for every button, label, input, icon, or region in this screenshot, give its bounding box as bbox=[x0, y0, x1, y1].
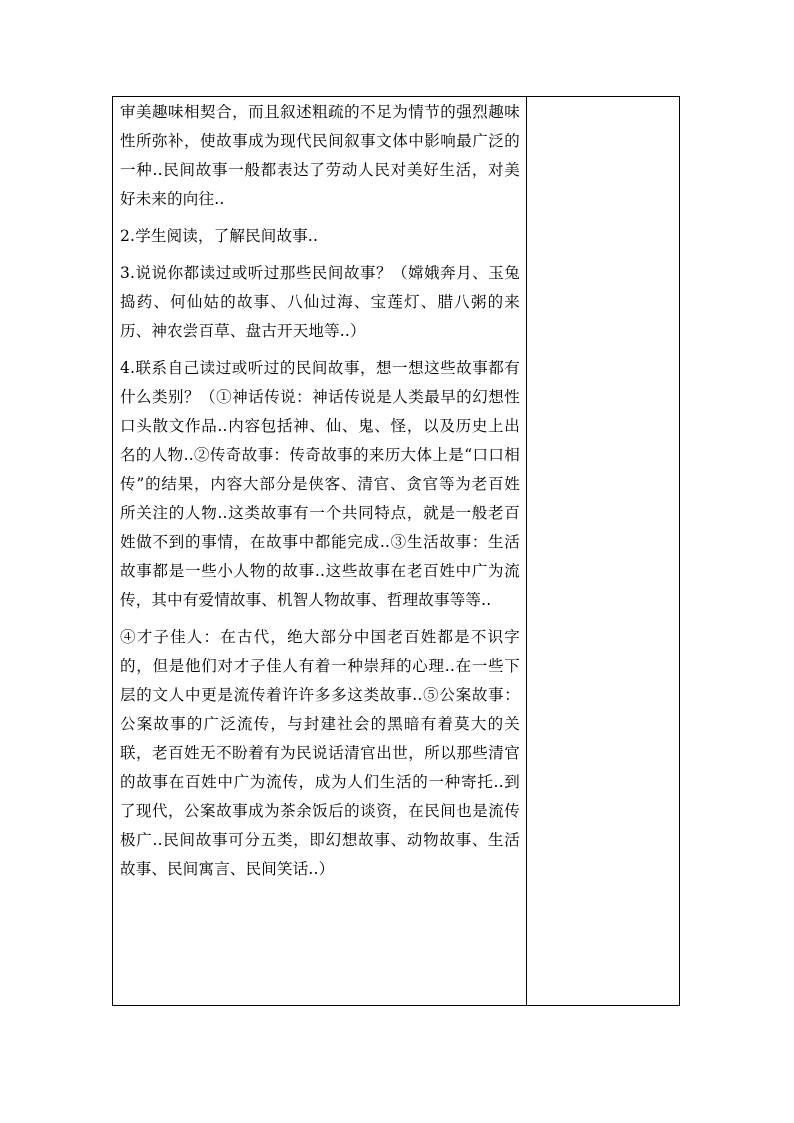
paragraph-folk-story-intro: 审美趣味相契合，而且叙述粗疏的不足为情节的强烈趣味性所弥补，使故事成为现代民间叙事文体中影响最广泛的一种..民间故事一般都表达了劳动人民对美好生活，对美好未来的向往.. bbox=[120, 103, 520, 208]
table-cell-notes bbox=[527, 97, 679, 1005]
table-cell-teaching-content bbox=[113, 97, 527, 1005]
paragraph-step-3: 3.说说你都读过或听过那些民间故事？（嫦娥奔月、玉兔捣药、何仙姑的故事、八仙过海、宝莲灯、腊八粥的来历、神农尝百草、盘古开天地等..） bbox=[120, 264, 520, 340]
paragraph-step-4: 4.联系自己读过或听过的民间故事，想一想这些故事都有什么类别？（①神话传说：神话传说是人类最早的幻想性口头散文作品..内容包括神、仙、鬼、怪，以及历史上出名的人物..②传奇故事：传奇故事的来历大体上是“口口相传”的结果，内容大部分是侠客、清官、贪官等为老百姓所关注的人物..这类故事有一个共同特点，就是一般老百姓做不到的事情，在故事中都能完成..③生活故事：生活故事都是一些小人物的故事..这些故事在老百姓中广为流传，其中有爱情故事、机智人物故事、哲理故事等等.. bbox=[120, 359, 520, 609]
paragraph-step-2: 2.学生阅读，了解民间故事.. bbox=[120, 227, 319, 245]
paragraph-story-categories: ④才子佳人：在古代，绝大部分中国老百姓都是不识字的，但是他们对才子佳人有着一种崇拜的心理..在一些下层的文人中更是流传着许许多多这类故事..⑤公案故事：公案故事的广泛流传，与封建社会的黑暗有着莫大的关联，老百姓无不盼着有为民说话清官出世，所以那些清官的故事在百姓中广为流传，成为人们生活的一种寄托..到了现代，公案故事成为茶余饭后的谈资，在民间也是流传极广..民间故事可分五类，即幻想故事、动物故事、生活故事、民间寓言、民间笑话..） bbox=[120, 628, 520, 878]
lesson-table bbox=[112, 96, 680, 1006]
